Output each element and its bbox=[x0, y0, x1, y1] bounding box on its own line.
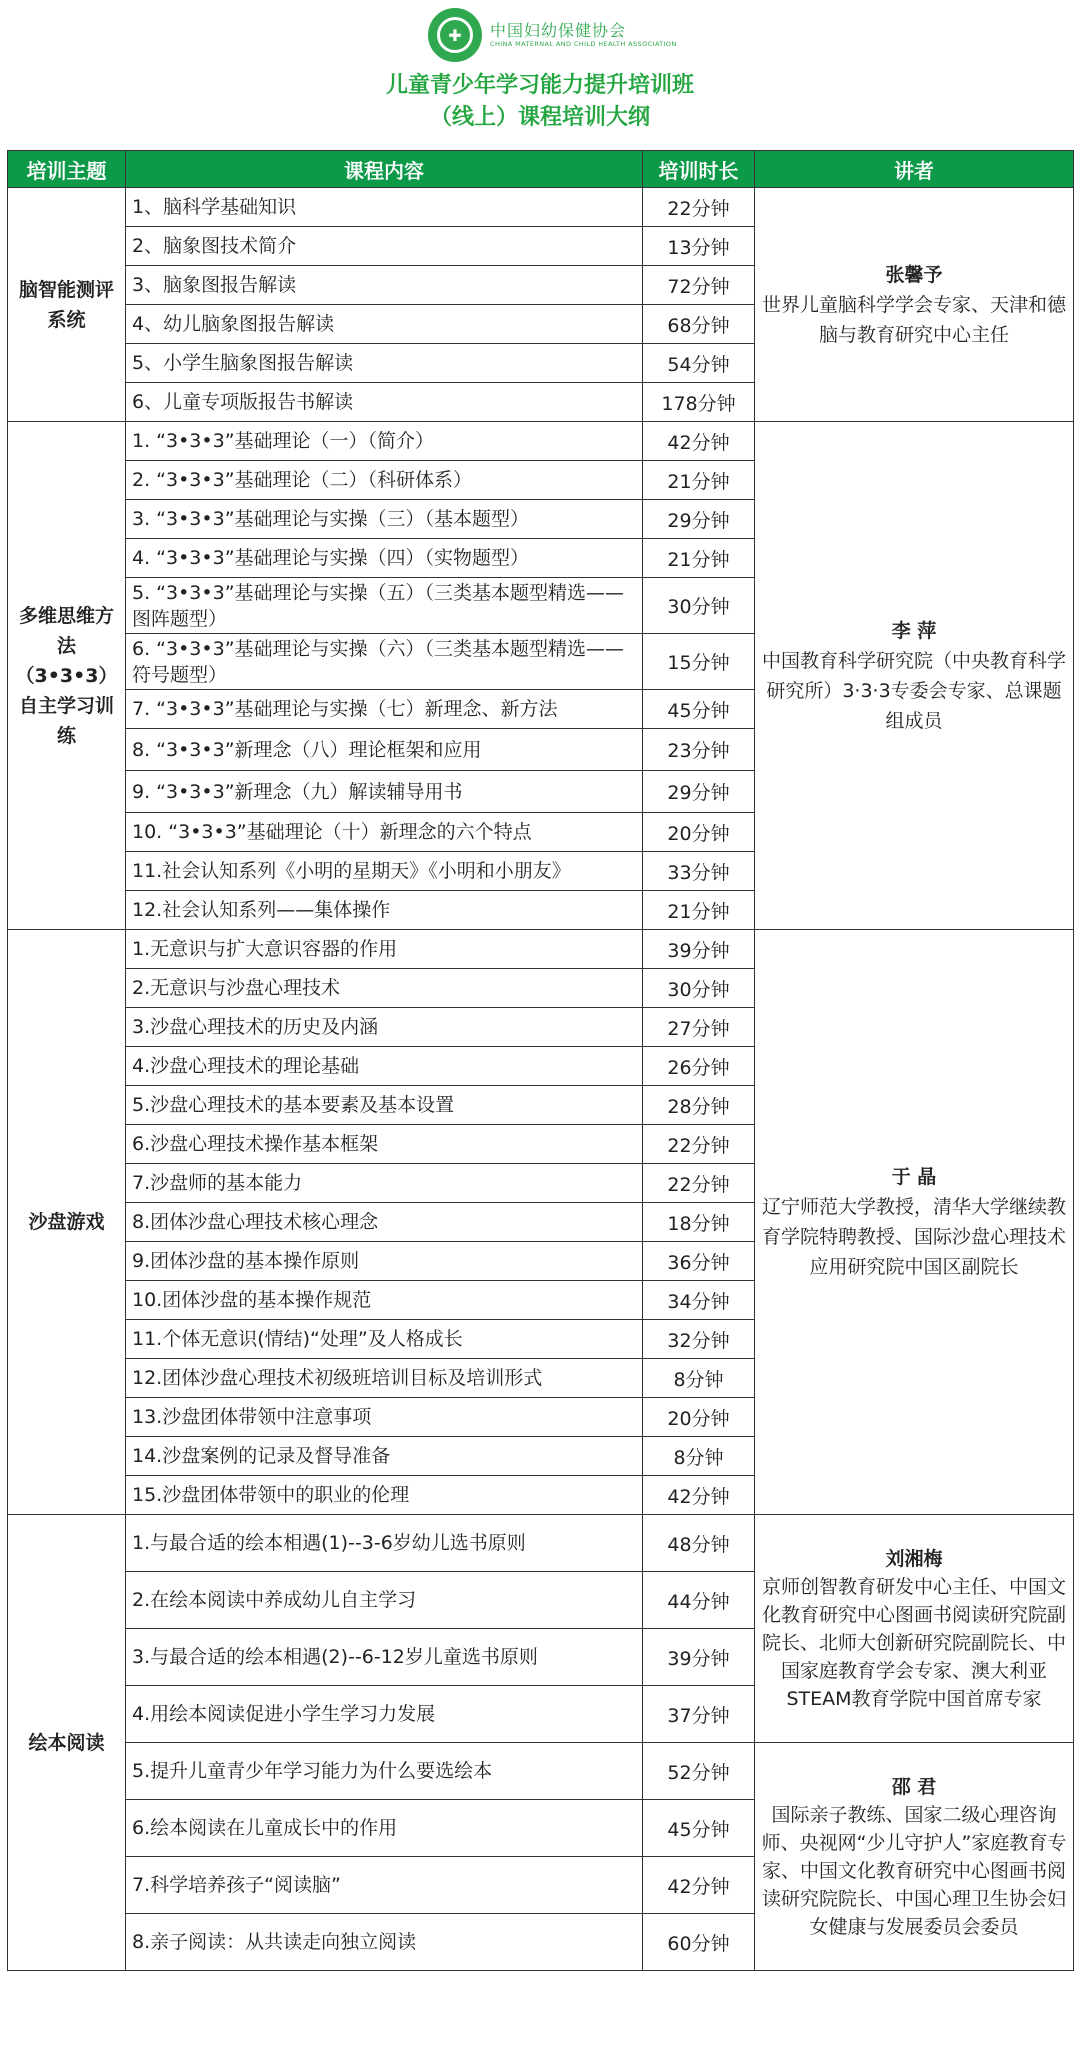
page-header bbox=[0, 0, 1080, 148]
topic-line: 脑智能测评 bbox=[18, 278, 114, 301]
course-cell: 1. “3•3•3”基础理论（一）（简介） bbox=[126, 422, 643, 461]
topic-cell bbox=[8, 1515, 126, 1971]
course-cell: 8. “3•3•3”新理念（八）理论框架和应用 bbox=[126, 729, 643, 771]
association-logo bbox=[428, 8, 482, 62]
topic-line: 系统 bbox=[47, 308, 86, 331]
table-row bbox=[8, 1743, 1074, 1800]
course-cell: 10.团体沙盘的基本操作规范 bbox=[126, 1281, 643, 1320]
course-cell: 11.社会认知系列《小明的星期天》《小明和小朋友》 bbox=[126, 852, 643, 891]
course-cell: 4. “3•3•3”基础理论与实操（四）（实物题型） bbox=[126, 539, 643, 578]
duration-cell: 44分钟 bbox=[643, 1572, 755, 1629]
duration-cell: 27分钟 bbox=[643, 1008, 755, 1047]
course-cell: 15.沙盘团体带领中的职业的伦理 bbox=[126, 1476, 643, 1515]
course-cell: 6. “3•3•3”基础理论与实操（六）（三类基本题型精选——符号题型） bbox=[126, 634, 643, 690]
duration-cell: 28分钟 bbox=[643, 1086, 755, 1125]
logo-emblem-icon: ✚ bbox=[437, 17, 473, 53]
table-row bbox=[8, 422, 1074, 461]
course-cell: 7.沙盘师的基本能力 bbox=[126, 1164, 643, 1203]
header-lecturer: 讲者 bbox=[755, 151, 1074, 188]
topic-cell bbox=[8, 188, 126, 422]
duration-cell: 20分钟 bbox=[643, 813, 755, 852]
course-cell: 5.沙盘心理技术的基本要素及基本设置 bbox=[126, 1086, 643, 1125]
page-title: 儿童青少年学习能力提升培训班 bbox=[385, 73, 694, 98]
lecturer-name: 刘湘梅 bbox=[885, 1547, 943, 1570]
duration-cell: 45分钟 bbox=[643, 690, 755, 729]
lecturer-description: 京师创智教育研发中心主任、中国文化教育研究中心图画书阅读研究院副院长、北师大创新研究院副院长、中国家庭教育学会专家、澳大利亚STEAM教育学院中国首席专家 bbox=[761, 1575, 1066, 1710]
duration-cell: 68分钟 bbox=[643, 305, 755, 344]
lecturer-cell bbox=[755, 188, 1074, 422]
course-cell: 9.团体沙盘的基本操作原则 bbox=[126, 1242, 643, 1281]
topic-line: （3•3•3） bbox=[15, 664, 118, 687]
lecturer-cell bbox=[755, 930, 1074, 1515]
duration-cell: 29分钟 bbox=[643, 500, 755, 539]
topic-line: 法 bbox=[56, 634, 76, 657]
course-cell: 5、小学生脑象图报告解读 bbox=[126, 344, 643, 383]
topic-line: 绘本阅读 bbox=[28, 1731, 105, 1754]
course-cell: 8.亲子阅读：从共读走向独立阅读 bbox=[126, 1914, 643, 1971]
syllabus-table bbox=[7, 150, 1074, 1971]
duration-cell: 72分钟 bbox=[643, 266, 755, 305]
course-cell: 3、脑象图报告解读 bbox=[126, 266, 643, 305]
duration-cell: 48分钟 bbox=[643, 1515, 755, 1572]
table-row bbox=[8, 1515, 1074, 1572]
lecturer-description: 国际亲子教练、国家二级心理咨询师、央视网“少儿守护人”家庭教育专家、中国文化教育研究中心图画书阅读研究院院长、中国心理卫生协会妇女健康与发展委员会委员 bbox=[761, 1803, 1067, 1938]
lecturer-name: 张馨予 bbox=[885, 263, 943, 286]
course-cell: 7. “3•3•3”基础理论与实操（七）新理念、新方法 bbox=[126, 690, 643, 729]
duration-cell: 42分钟 bbox=[643, 422, 755, 461]
org-name-en: CHINA MATERNAL AND CHILD HEALTH ASSOCIATION bbox=[490, 40, 677, 48]
table-header-row bbox=[8, 151, 1074, 188]
lecturer-description: 辽宁师范大学教授，清华大学继续教育学院特聘教授、国际沙盘心理技术应用研究院中国区副院长 bbox=[761, 1196, 1066, 1278]
lecturer-cell bbox=[755, 1743, 1074, 1971]
course-cell: 1、脑科学基础知识 bbox=[126, 188, 643, 227]
course-cell: 11.个体无意识(情结)“处理”及人格成长 bbox=[126, 1320, 643, 1359]
course-cell: 2. “3•3•3”基础理论（二）（科研体系） bbox=[126, 461, 643, 500]
course-cell: 4、幼儿脑象图报告解读 bbox=[126, 305, 643, 344]
duration-cell: 20分钟 bbox=[643, 1398, 755, 1437]
lecturer-cell bbox=[755, 1515, 1074, 1743]
course-cell: 6、儿童专项版报告书解读 bbox=[126, 383, 643, 422]
duration-cell: 22分钟 bbox=[643, 188, 755, 227]
topic-line: 沙盘游戏 bbox=[28, 1211, 105, 1233]
lecturer-name: 李 萍 bbox=[891, 619, 937, 642]
duration-cell: 21分钟 bbox=[643, 891, 755, 930]
course-cell: 2.无意识与沙盘心理技术 bbox=[126, 969, 643, 1008]
course-cell: 5. “3•3•3”基础理论与实操（五）（三类基本题型精选——图阵题型） bbox=[126, 578, 643, 634]
course-cell: 14.沙盘案例的记录及督导准备 bbox=[126, 1437, 643, 1476]
duration-cell: 32分钟 bbox=[643, 1320, 755, 1359]
duration-cell: 36分钟 bbox=[643, 1242, 755, 1281]
duration-cell: 13分钟 bbox=[643, 227, 755, 266]
lecturer-description: 中国教育科学研究院（中央教育科学研究所）3·3·3专委会专家、总课题组成员 bbox=[761, 649, 1066, 732]
lecturer-cell bbox=[755, 422, 1074, 930]
course-cell: 2、脑象图技术简介 bbox=[126, 227, 643, 266]
header-duration: 培训时长 bbox=[643, 151, 755, 188]
table-row bbox=[8, 930, 1074, 969]
duration-cell: 22分钟 bbox=[643, 1164, 755, 1203]
duration-cell: 33分钟 bbox=[643, 852, 755, 891]
course-cell: 1.无意识与扩大意识容器的作用 bbox=[126, 930, 643, 969]
course-cell: 3.沙盘心理技术的历史及内涵 bbox=[126, 1008, 643, 1047]
topic-cell bbox=[8, 930, 126, 1515]
course-cell: 3. “3•3•3”基础理论与实操（三）（基本题型） bbox=[126, 500, 643, 539]
duration-cell: 8分钟 bbox=[643, 1359, 755, 1398]
duration-cell: 22分钟 bbox=[643, 1125, 755, 1164]
course-cell: 8.团体沙盘心理技术核心理念 bbox=[126, 1203, 643, 1242]
duration-cell: 18分钟 bbox=[643, 1203, 755, 1242]
duration-cell: 39分钟 bbox=[643, 1629, 755, 1686]
course-cell: 4.用绘本阅读促进小学生学习力发展 bbox=[126, 1686, 643, 1743]
duration-cell: 26分钟 bbox=[643, 1047, 755, 1086]
course-cell: 4.沙盘心理技术的理论基础 bbox=[126, 1047, 643, 1086]
duration-cell: 39分钟 bbox=[643, 930, 755, 969]
course-cell: 10. “3•3•3”基础理论（十）新理念的六个特点 bbox=[126, 813, 643, 852]
header-course: 课程内容 bbox=[126, 151, 643, 188]
course-cell: 5.提升儿童青少年学习能力为什么要选绘本 bbox=[126, 1743, 643, 1800]
course-cell: 6.沙盘心理技术操作基本框架 bbox=[126, 1125, 643, 1164]
duration-cell: 30分钟 bbox=[643, 969, 755, 1008]
course-cell: 13.沙盘团体带领中注意事项 bbox=[126, 1398, 643, 1437]
page-subtitle: （线上）课程培训大纲 bbox=[429, 105, 650, 130]
course-cell: 12.社会认知系列——集体操作 bbox=[126, 891, 643, 930]
topic-cell bbox=[8, 422, 126, 930]
course-cell: 3.与最合适的绘本相遇(2)--6-12岁儿童选书原则 bbox=[126, 1629, 643, 1686]
duration-cell: 52分钟 bbox=[643, 1743, 755, 1800]
duration-cell: 30分钟 bbox=[643, 578, 755, 634]
duration-cell: 54分钟 bbox=[643, 344, 755, 383]
duration-cell: 8分钟 bbox=[643, 1437, 755, 1476]
topic-line: 多维思维方 bbox=[18, 604, 114, 627]
duration-cell: 42分钟 bbox=[643, 1857, 755, 1914]
duration-cell: 178分钟 bbox=[643, 383, 755, 422]
header-topic: 培训主题 bbox=[8, 151, 126, 188]
lecturer-description: 世界儿童脑科学学会专家、天津和德脑与教育研究中心主任 bbox=[761, 293, 1066, 346]
duration-cell: 37分钟 bbox=[643, 1686, 755, 1743]
course-cell: 1.与最合适的绘本相遇(1)--3-6岁幼儿选书原则 bbox=[126, 1515, 643, 1572]
duration-cell: 29分钟 bbox=[643, 771, 755, 813]
org-name: 中国妇幼保健协会 bbox=[490, 21, 627, 40]
duration-cell: 15分钟 bbox=[643, 634, 755, 690]
duration-cell: 42分钟 bbox=[643, 1476, 755, 1515]
topic-line: 自主学习训 bbox=[18, 694, 114, 717]
duration-cell: 60分钟 bbox=[643, 1914, 755, 1971]
course-cell: 12.团体沙盘心理技术初级班培训目标及培训形式 bbox=[126, 1359, 643, 1398]
course-cell: 7.科学培养孩子“阅读脑” bbox=[126, 1857, 643, 1914]
duration-cell: 34分钟 bbox=[643, 1281, 755, 1320]
course-cell: 2.在绘本阅读中养成幼儿自主学习 bbox=[126, 1572, 643, 1629]
duration-cell: 45分钟 bbox=[643, 1800, 755, 1857]
table-row bbox=[8, 188, 1074, 227]
duration-cell: 21分钟 bbox=[643, 461, 755, 500]
duration-cell: 23分钟 bbox=[643, 729, 755, 771]
course-cell: 9. “3•3•3”新理念（九）解读辅导用书 bbox=[126, 771, 643, 813]
course-cell: 6.绘本阅读在儿童成长中的作用 bbox=[126, 1800, 643, 1857]
lecturer-name: 邵 君 bbox=[891, 1775, 937, 1798]
duration-cell: 21分钟 bbox=[643, 539, 755, 578]
lecturer-name: 于 晶 bbox=[891, 1166, 937, 1188]
topic-line: 练 bbox=[56, 724, 76, 747]
